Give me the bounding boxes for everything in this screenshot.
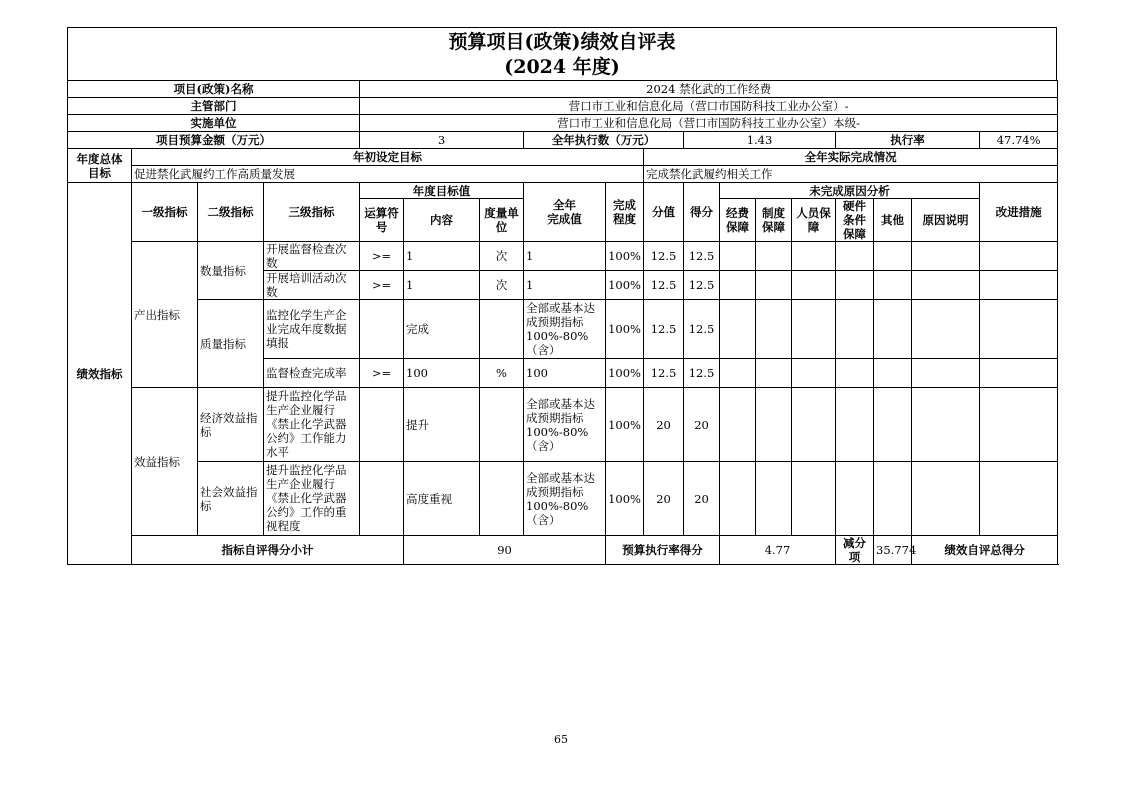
indicator-header-row-1 xyxy=(68,183,1058,199)
hardware-header xyxy=(836,199,874,242)
system-header: 制度保障 xyxy=(756,199,792,242)
level3-cell xyxy=(264,388,360,462)
hardware-cell xyxy=(836,242,874,271)
weight-cell: 12.5 xyxy=(644,359,684,388)
hardware-cell xyxy=(836,359,874,388)
operator-cell xyxy=(360,462,404,536)
goals-text-row xyxy=(68,166,1058,183)
budget-score-label: 预算执行率得分 xyxy=(606,536,720,565)
exec-label: 全年执行数（万元） xyxy=(524,132,684,149)
actual-cell: 100 xyxy=(524,359,606,388)
rate-label: 执行率 xyxy=(836,132,980,149)
unit-value: 营口市工业和信息化局（营口市国防科技工业办公室）本级- xyxy=(360,115,1058,132)
project-name-row xyxy=(68,81,1058,98)
actual-header xyxy=(524,183,606,242)
quality-group: 质量指标 xyxy=(198,300,264,388)
operator-cell: >= xyxy=(360,359,404,388)
weight-cell: 20 xyxy=(644,388,684,462)
level3-cell: 监控化学生产企业完成年度数据填报 xyxy=(264,300,360,359)
perf-label: 绩效指标 xyxy=(68,183,132,565)
budget-row xyxy=(68,132,1058,149)
content-cell: 100 xyxy=(404,359,480,388)
other-header: 其他 xyxy=(874,199,912,242)
actual-cell: 全部或基本达成预期指标100%-80%（含） xyxy=(524,462,606,536)
dept-value: 营口市工业和信息化局（营口市国防科技工业办公室）- xyxy=(360,98,1058,115)
social-group: 社会效益指标 xyxy=(198,462,264,536)
benefit-group: 效益指标 xyxy=(132,388,198,536)
project-name-value: 2024 禁化武的工作经费 xyxy=(360,81,1058,98)
weight-cell: 20 xyxy=(644,462,684,536)
other-cell xyxy=(874,462,912,536)
reason-cell xyxy=(912,462,980,536)
table-row xyxy=(68,462,1058,536)
score-cell: 20 xyxy=(684,462,720,536)
score-cell: 12.5 xyxy=(684,242,720,271)
reason-cell xyxy=(912,388,980,462)
degree-cell: 100% xyxy=(606,462,644,536)
operator-cell xyxy=(360,300,404,359)
degree-cell: 100% xyxy=(606,271,644,300)
total-label: 绩效自评总得分 xyxy=(912,536,1058,565)
actual-cell: 全部或基本达成预期指标100%-80%（含） xyxy=(524,300,606,359)
operator-cell: >= xyxy=(360,271,404,300)
improve-header: 改进措施 xyxy=(980,183,1058,242)
deduct-label: 减分项 xyxy=(836,536,874,565)
operator-header: 运算符号 xyxy=(360,199,404,242)
level3-cell xyxy=(264,242,360,271)
sheet-title xyxy=(67,27,1057,80)
budget-score-value: 4.77 xyxy=(720,536,836,565)
hardware-cell xyxy=(836,462,874,536)
level3-text: 提升监控化学品生产企业履行《禁止化学武器公约》工作能力水平 xyxy=(266,388,347,459)
level1-header: 一级指标 xyxy=(132,183,198,242)
actual-cell: 1 xyxy=(524,242,606,271)
system-cell xyxy=(756,462,792,536)
subtotal-label: 指标自评得分小计 xyxy=(132,536,404,565)
score-header: 得分 xyxy=(684,183,720,242)
goals-label-line-1: 年度总体 xyxy=(76,151,123,166)
unit-label: 实施单位 xyxy=(68,115,360,132)
score-cell: 12.5 xyxy=(684,359,720,388)
level3-header: 三级指标 xyxy=(264,183,360,242)
content-header: 内容 xyxy=(404,199,480,242)
content-cell: 完成 xyxy=(404,300,480,359)
actual-goal-text: 完成禁化武履约相关工作 xyxy=(644,166,1058,183)
staff-cell xyxy=(792,271,836,300)
rate-value: 47.74% xyxy=(980,132,1058,149)
actual-header-line-2: 完成值 xyxy=(547,212,582,226)
unit-cell xyxy=(480,388,524,462)
degree-cell: 100% xyxy=(606,242,644,271)
table-row xyxy=(68,388,1058,462)
hardware-cell xyxy=(836,388,874,462)
initial-goal-text: 促进禁化武履约工作高质量发展 xyxy=(132,166,644,183)
exec-value: 1.43 xyxy=(684,132,836,149)
hardware-cell xyxy=(836,300,874,359)
funding-header: 经费保障 xyxy=(720,199,756,242)
level3-cell: 监督检查完成率 xyxy=(264,359,360,388)
funding-cell xyxy=(720,300,756,359)
improve-cell xyxy=(980,462,1058,536)
economic-group: 经济效益指标 xyxy=(198,388,264,462)
staff-cell xyxy=(792,300,836,359)
system-cell xyxy=(756,271,792,300)
page-number: 65 xyxy=(554,733,568,746)
funding-cell xyxy=(720,462,756,536)
evaluation-table xyxy=(67,80,1058,565)
actual-cell: 全部或基本达成预期指标100%-80%（含） xyxy=(524,388,606,462)
reason-cell xyxy=(912,271,980,300)
hardware-header-text: 硬件条件保障 xyxy=(843,199,867,241)
budget-value: 3 xyxy=(360,132,524,149)
dept-label: 主管部门 xyxy=(68,98,360,115)
other-cell xyxy=(874,359,912,388)
staff-cell xyxy=(792,242,836,271)
improve-cell xyxy=(980,242,1058,271)
content-cell: 1 xyxy=(404,242,480,271)
improve-cell xyxy=(980,271,1058,300)
weight-header: 分值 xyxy=(644,183,684,242)
reason-header: 原因说明 xyxy=(912,199,980,242)
weight-cell: 12.5 xyxy=(644,242,684,271)
reason-cell xyxy=(912,242,980,271)
staff-cell xyxy=(792,462,836,536)
system-cell xyxy=(756,359,792,388)
other-cell xyxy=(874,242,912,271)
content-cell: 1 xyxy=(404,271,480,300)
title-line-2: (2024 年度) xyxy=(504,56,620,78)
weight-cell: 12.5 xyxy=(644,300,684,359)
project-name-label: 项目(政策)名称 xyxy=(68,81,360,98)
funding-cell xyxy=(720,388,756,462)
actual-cell: 1 xyxy=(524,271,606,300)
reason-cell xyxy=(912,359,980,388)
initial-goal-header: 年初设定目标 xyxy=(132,149,644,166)
unit-cell xyxy=(480,300,524,359)
score-cell: 20 xyxy=(684,388,720,462)
unit-cell: 次 xyxy=(480,271,524,300)
improve-cell xyxy=(980,388,1058,462)
system-cell xyxy=(756,388,792,462)
budget-label: 项目预算金额（万元） xyxy=(68,132,360,149)
actual-goal-header: 全年实际完成情况 xyxy=(644,149,1058,166)
improve-cell xyxy=(980,359,1058,388)
degree-cell: 100% xyxy=(606,300,644,359)
level3-cell xyxy=(264,462,360,536)
level3-text: 提升监控化学品生产企业履行《禁止化学武器公约》工作的重视程度 xyxy=(266,462,347,533)
degree-header: 完成程度 xyxy=(606,183,644,242)
staff-cell xyxy=(792,388,836,462)
unit-cell: 次 xyxy=(480,242,524,271)
score-cell: 12.5 xyxy=(684,300,720,359)
goals-header-row xyxy=(68,149,1058,166)
score-cell: 12.5 xyxy=(684,271,720,300)
quantity-group: 数量指标 xyxy=(198,242,264,300)
goals-label-line-2: 目标 xyxy=(88,165,111,180)
level3-text: 开展培训活动次数 xyxy=(266,271,347,299)
staff-header: 人员保障 xyxy=(792,199,836,242)
level3-cell xyxy=(264,271,360,300)
goals-label xyxy=(68,149,132,183)
other-cell xyxy=(874,271,912,300)
system-cell xyxy=(756,242,792,271)
content-cell: 提升 xyxy=(404,388,480,462)
system-cell xyxy=(756,300,792,359)
table-row xyxy=(68,300,1058,359)
other-cell xyxy=(874,388,912,462)
weight-cell: 12.5 xyxy=(644,271,684,300)
unit-cell xyxy=(480,462,524,536)
unit-header: 度量单位 xyxy=(480,199,524,242)
reason-analysis-header: 未完成原因分析 xyxy=(720,183,980,199)
improve-cell xyxy=(980,300,1058,359)
evaluation-sheet xyxy=(67,27,1057,565)
annual-target-header: 年度目标值 xyxy=(360,183,524,199)
reason-cell xyxy=(912,300,980,359)
staff-cell xyxy=(792,359,836,388)
unit-cell: % xyxy=(480,359,524,388)
subtotal-value: 90 xyxy=(404,536,606,565)
other-cell xyxy=(874,300,912,359)
funding-cell xyxy=(720,359,756,388)
level2-header: 二级指标 xyxy=(198,183,264,242)
hardware-cell xyxy=(836,271,874,300)
actual-header-line-1: 全年 xyxy=(553,198,577,212)
content-cell: 高度重视 xyxy=(404,462,480,536)
table-row xyxy=(68,242,1058,271)
deduct-value: 35.774 xyxy=(874,536,912,565)
funding-cell xyxy=(720,242,756,271)
output-group: 产出指标 xyxy=(132,242,198,388)
unit-row xyxy=(68,115,1058,132)
operator-cell: >= xyxy=(360,242,404,271)
dept-row xyxy=(68,98,1058,115)
level3-text: 开展监督检查次数 xyxy=(266,242,347,270)
degree-cell: 100% xyxy=(606,388,644,462)
degree-cell: 100% xyxy=(606,359,644,388)
funding-cell xyxy=(720,271,756,300)
title-line-1: 预算项目(政策)绩效自评表 xyxy=(448,31,676,53)
summary-row xyxy=(68,536,1058,565)
operator-cell xyxy=(360,388,404,462)
